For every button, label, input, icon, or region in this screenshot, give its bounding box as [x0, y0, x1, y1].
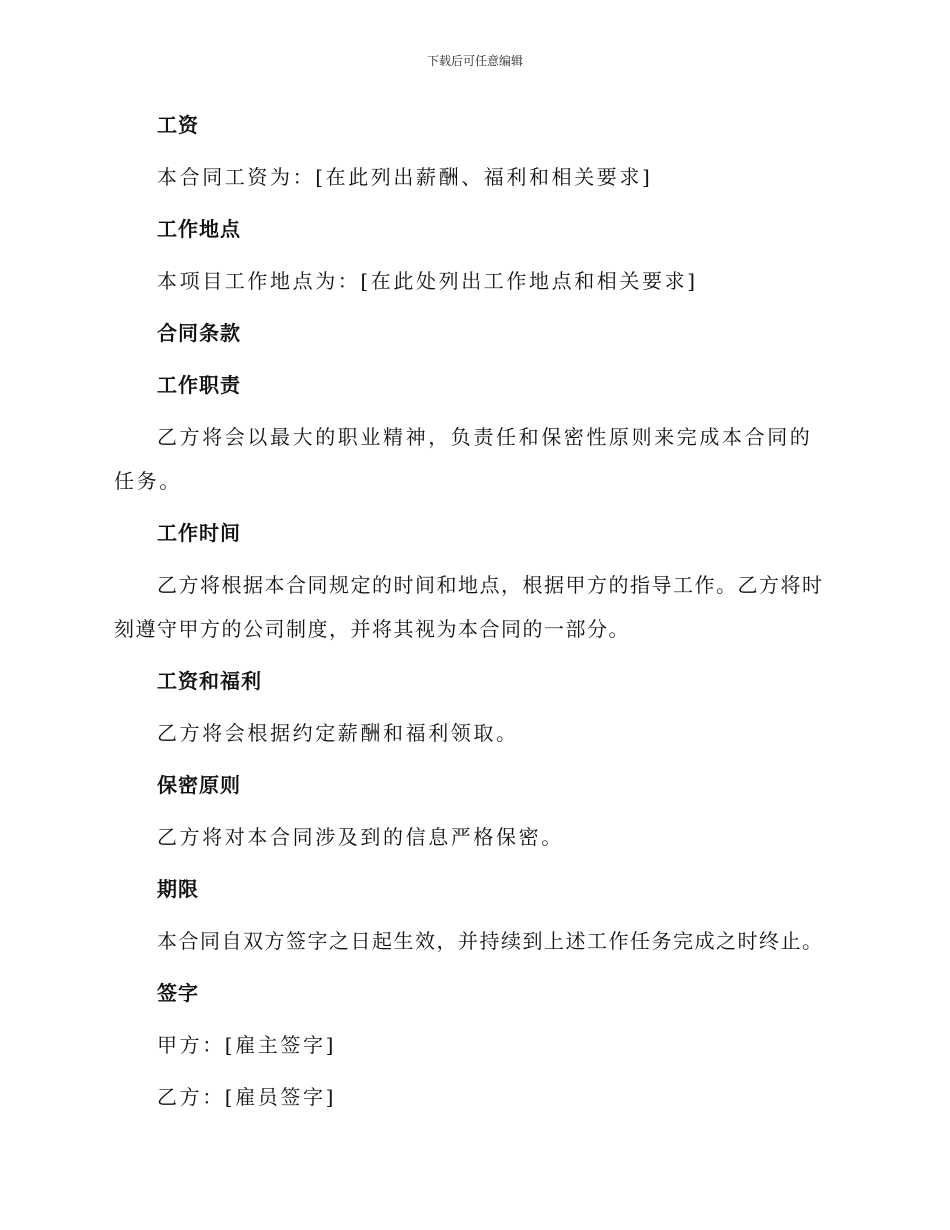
heading-signature: 签字: [157, 981, 199, 1005]
heading-benefits: 工资和福利: [157, 669, 262, 693]
paragraph-hours: 乙方将根据本合同规定的时间和地点，根据甲方的指导工作。乙方将时刻遵守甲方的公司制度，并将其视为本合同的一部分。: [114, 573, 824, 641]
paragraph-benefits: 乙方将会根据约定薪酬和福利领取。: [157, 721, 519, 745]
signature-party-b: 乙方：[雇员签字]: [157, 1085, 337, 1109]
heading-duties: 工作职责: [157, 373, 241, 397]
heading-salary: 工资: [157, 113, 199, 137]
heading-confidentiality: 保密原则: [157, 773, 241, 797]
page-header: 下载后可任意编辑: [426, 54, 523, 68]
paragraph-salary: 本合同工资为：[在此列出薪酬、福利和相关要求]: [157, 165, 653, 189]
document-body: [114, 110, 834, 1119]
heading-hours: 工作时间: [157, 521, 241, 545]
paragraph-duties: 乙方将会以最大的职业精神，负责任和保密性原则来完成本合同的任务。: [114, 425, 813, 493]
signature-party-a: 甲方：[雇主签字]: [157, 1033, 337, 1057]
heading-term: 期限: [157, 877, 199, 901]
heading-contract-terms: 合同条款: [157, 321, 241, 345]
paragraph-term: 本合同自双方签字之日起生效，并持续到上述工作任务完成之时终止。: [157, 929, 824, 953]
paragraph-location: 本项目工作地点为：[在此处列出工作地点和相关要求]: [157, 269, 698, 293]
paragraph-confidentiality: 乙方将对本合同涉及到的信息严格保密。: [157, 825, 564, 849]
heading-location: 工作地点: [157, 217, 241, 241]
